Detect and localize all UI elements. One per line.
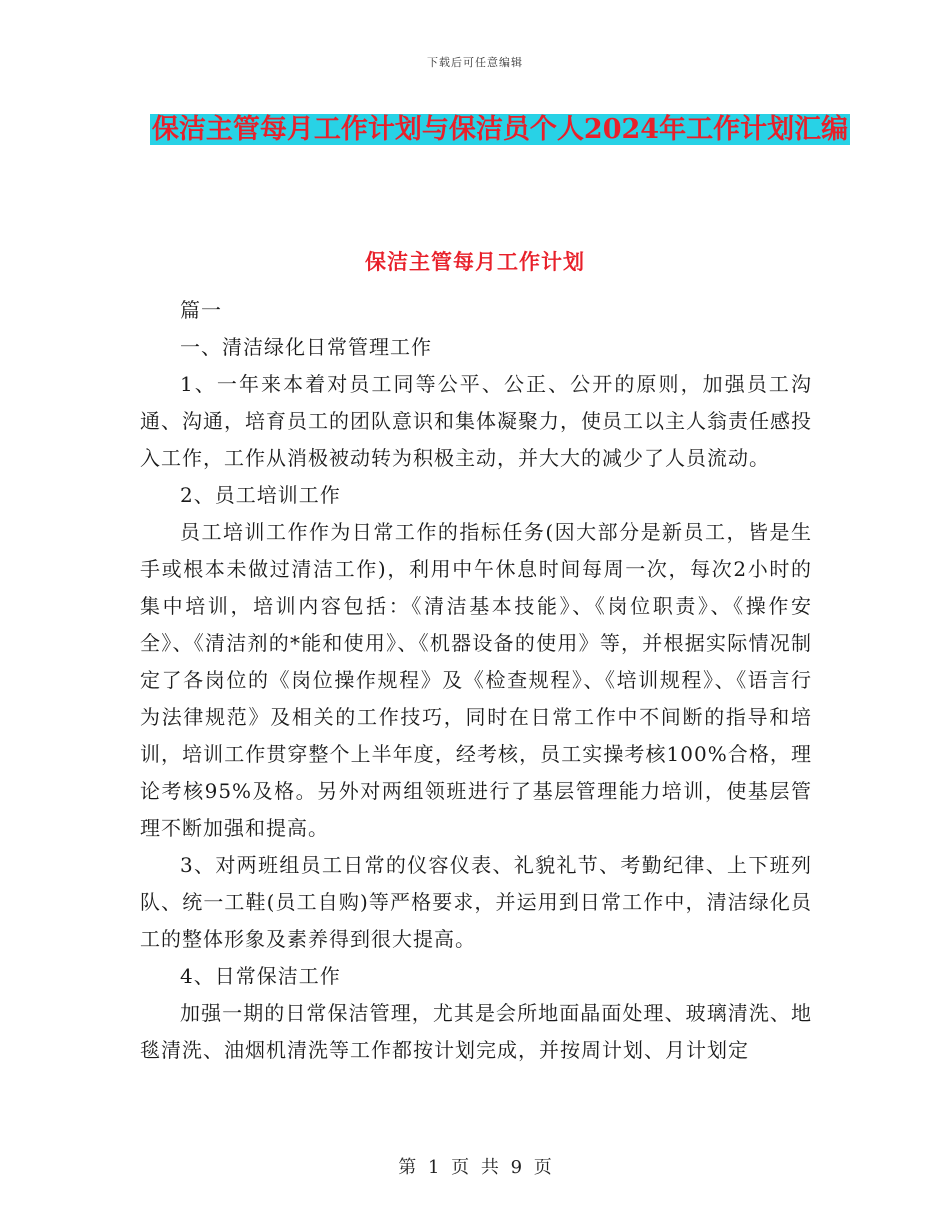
document-title-text: 保洁主管每月工作计划与保洁员个人2024年工作计划汇编: [151, 114, 849, 145]
paragraph: 一、清洁绿化日常管理工作: [180, 335, 432, 359]
paragraph: 加强一期的日常保洁管理，尤其是会所地面晶面处理、玻璃清洗、地毯清洗、油烟机清洗等工作都按计划完成，并按周计划、月计划定: [140, 1001, 812, 1062]
section-title: 保洁主管每月工作计划: [365, 249, 585, 274]
page-number: 第 1 页 共 9 页: [398, 1157, 552, 1178]
paragraph: 1、一年来本着对员工同等公平、公正、公开的原则，加强员工沟通、沟通，培育员工的团队意识和集体凝聚力，使员工以主人翁责任感投入工作，工作从消极被动转为积极主动，并大大的减少了人员流动。: [140, 372, 812, 470]
paragraph: 3、对两班组员工日常的仪容仪表、礼貌礼节、考勤纪律、上下班列队、统一工鞋(员工自购)等严格要求，并运用到日常工作中，清洁绿化员工的整体形象及素养得到很大提高。: [140, 853, 812, 951]
paragraph: 2、员工培训工作: [180, 483, 341, 507]
paragraph: 4、日常保洁工作: [180, 964, 341, 988]
header-note: 下载后可任意编辑: [427, 56, 523, 69]
paragraph: 篇一: [180, 298, 222, 322]
document-title: [140, 108, 860, 152]
paragraph: 员工培训工作作为日常工作的指标任务(因大部分是新员工，皆是生手或根本未做过清洁工作)，利用中午休息时间每周一次，每次2小时的集中培训，培训内容包括：《清洁基本技能》、《岗位职责》、《操作安全》、《清洁剂的*能和使用》、《机器设备的使用》等，并根据实际情况制定了各岗位的《岗位操作规程》及《检查规程》、《培训规程》、《语言行为法律规范》及相关的工作技巧，同时在日常工作中不间断的指导和培训，培训工作贯穿整个上半年度，经考核，员工实操考核100%合格，理论考核95%及格。另外对两组领班进行了基层管理能力培训，使基层管理不断加强和提高。: [140, 520, 812, 840]
document-body: [140, 292, 812, 1069]
